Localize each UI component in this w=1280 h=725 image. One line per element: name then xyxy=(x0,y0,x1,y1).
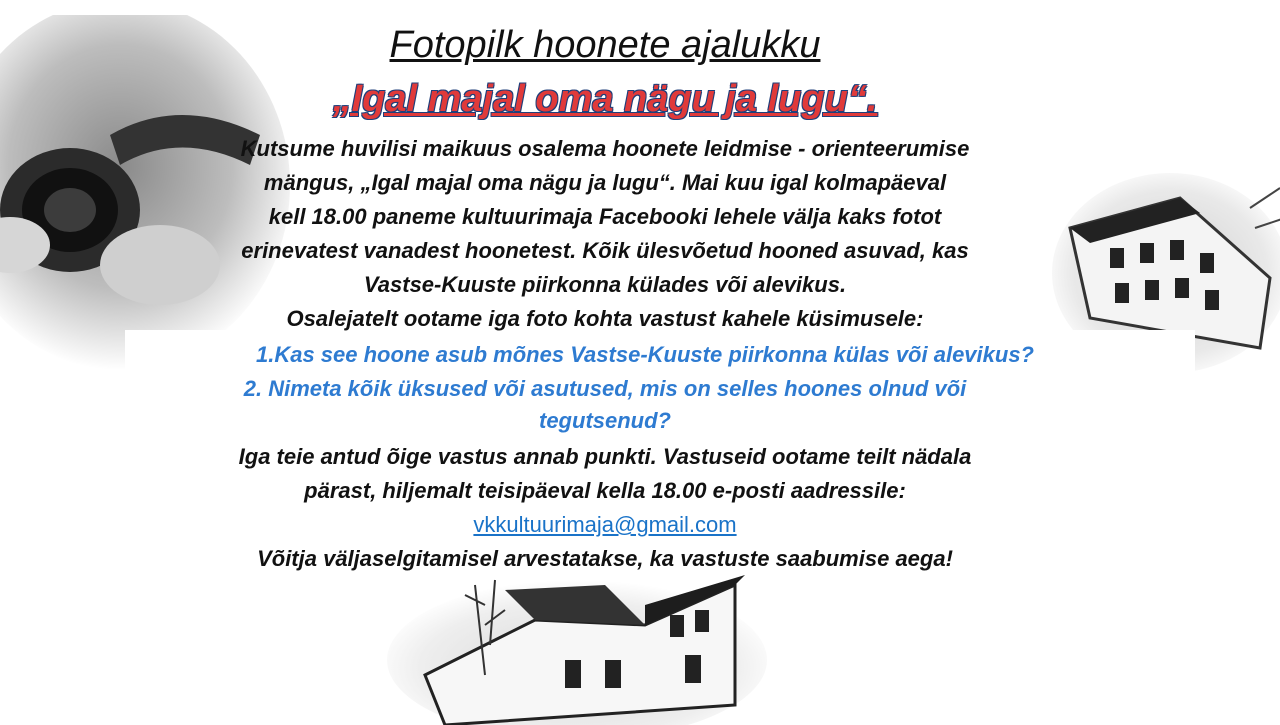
final-line: Võitja väljaselgitamisel arvestatakse, ka vastuste saabumise aega! xyxy=(257,546,953,571)
page-title: Fotopilk hoonete ajalukku xyxy=(389,24,821,66)
body-line: kell 18.00 paneme kultuurimaja Facebooki lehele välja kaks fotot xyxy=(268,204,942,229)
closing-line: Iga teie antud õige vastus annab punkti. Vastuseid ootame teilt nädala xyxy=(238,444,972,469)
body-line: Kutsume huvilisi maikuus osalema hoonete leidmise - orienteerumise xyxy=(240,136,970,161)
question-2: 2. Nimeta kõik üksused või asutused, mis on selles hoones olnud või xyxy=(243,376,967,401)
old-house-image-bottom xyxy=(385,565,770,725)
body-line: mängus, „Igal majal oma nägu ja lugu“. Mai kuu igal kolmapäeval xyxy=(263,170,947,195)
question-2-continued: tegutsenud? xyxy=(539,408,671,433)
body-line: erinevatest vanadest hoonetest. Kõik ülesvõetud hooned asuvad, kas xyxy=(241,238,969,263)
email-link[interactable]: vkkultuurimaja@gmail.com xyxy=(473,512,737,537)
page-subtitle: „Igal majal oma nägu ja lugu“. xyxy=(332,78,878,120)
body-line: Vastse-Kuuste piirkonna külades või alevikus. xyxy=(363,272,847,297)
closing-line: pärast, hiljemalt teisipäeval kella 18.00 e-posti aadressile: xyxy=(304,478,906,503)
question-1: 1.Kas see hoone asub mõnes Vastse-Kuuste piirkonna külas või alevikus? xyxy=(255,342,1034,367)
body-line: Osalejatelt ootame iga foto kohta vastust kahele küsimusele: xyxy=(286,306,924,331)
